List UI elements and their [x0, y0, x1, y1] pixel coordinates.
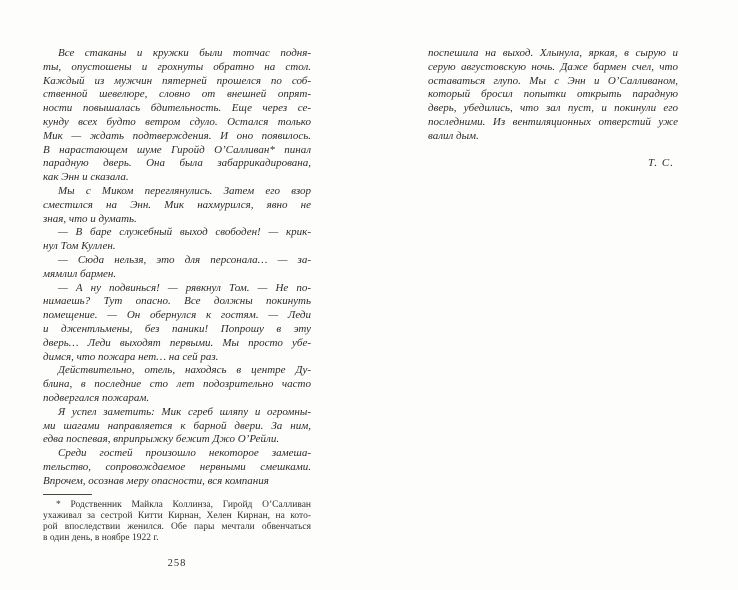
text-line: в один день, в ноябре 1922 г.: [43, 533, 159, 544]
paragraph: [43, 254, 311, 282]
text-line: Все стаканы и кружки были тотчас подня-: [58, 47, 311, 59]
text-line: едва поспевая, вприпрыжку бежит Джо О’Рейли.: [43, 433, 280, 446]
left-column-text: [43, 47, 311, 489]
text-line: Каждый из мужчин пятерней прошелся по соб-: [43, 74, 311, 87]
text-line: как Энн и сказала.: [43, 171, 129, 184]
text-line: мямлил бармен.: [43, 267, 117, 280]
paragraph: [43, 500, 311, 545]
footnote: [43, 500, 311, 545]
page-number: 258: [167, 557, 187, 569]
right-column: [428, 47, 678, 170]
text-line: нул Том Куллен.: [43, 240, 116, 253]
text-line: ухаживал за сестрой Китти Кирнан, Хелен Кирнан, на кото-: [43, 510, 311, 521]
text-line: Мы с Миком переглянулись. Затем его взор: [58, 184, 311, 197]
text-line: ности повышалась бдительность. Еще через се-: [43, 102, 311, 115]
text-line: — А ну подвинься! — рявкнул Том. — Не по-: [58, 281, 311, 294]
text-line: поспешила на выход. Хлынула, яркая, в сырую и: [428, 47, 678, 59]
text-line: тельство, сопровождаемое нервными смешками.: [43, 460, 311, 473]
paragraph: [43, 406, 311, 447]
text-line: ты, опустошены и грохнуты обратно на стол.: [43, 60, 311, 73]
text-line: димся, что пожара нет… на сей раз.: [43, 350, 219, 363]
text-line: В нарастающем шуме Гиройд О’Салливан* пинал: [43, 143, 311, 156]
paragraph: [43, 226, 311, 254]
text-line: последними. Из вентиляционных отверстий уже: [428, 115, 678, 128]
text-line: Среди гостей произошло некоторое замеша-: [58, 447, 311, 460]
footnote-divider: [43, 494, 92, 495]
text-line: серую августовскую ночь. Даже бармен счел, что: [428, 60, 678, 73]
paragraph: [43, 282, 311, 365]
text-line: ми шагами направляется к барной двери. За ним,: [43, 419, 311, 432]
right-column-text: [428, 47, 678, 144]
text-line: нимаешь? Тут опасно. Все должны покинуть: [43, 295, 311, 308]
text-line: Действительно, отель, находясь в центре Ду-: [58, 364, 311, 377]
paragraph: [43, 364, 311, 405]
left-column: [43, 47, 311, 570]
text-line: * Родственник Майкла Коллинза, Гиройд О’Салливан: [56, 499, 311, 510]
text-line: рой впоследствии женился. Обе пары мечтали обвенчаться: [43, 522, 311, 533]
text-line: оставаться глупо. Мы с Энн и О’Салливаном,: [428, 74, 678, 87]
text-line: кунду всех будто ветром сдуло. Остался только: [43, 115, 311, 128]
text-line: Я успел заметить: Мик сгреб шляпу и огромны-: [58, 405, 311, 418]
text-line: и джентльмены, без паники! Попрошу в эту: [43, 322, 311, 335]
text-line: дверь… Леди выходят первыми. Мы просто убе-: [43, 336, 311, 349]
paragraph: [43, 447, 311, 488]
paragraph: [428, 47, 678, 144]
text-line: Мик — ждать подтверждения. И оно появилось.: [43, 129, 311, 142]
text-line: — В баре служебный выход свободен! — крик-: [58, 226, 311, 239]
author-initials: Т. С.: [647, 156, 674, 169]
text-line: подвергался пожарам.: [43, 391, 150, 404]
text-line: блина, в последние сто лет подозрительно часто: [43, 378, 311, 391]
text-line: который бросил попытки открыть парадную: [428, 88, 678, 101]
text-line: помещение. — Он обернулся к гостям. — Леди: [43, 309, 311, 322]
text-line: — Сюда нельзя, это для персонала… — за-: [58, 253, 311, 266]
text-line: Впрочем, осознав меру опасности, вся компания: [43, 474, 269, 487]
text-line: валил дым.: [428, 129, 479, 142]
text-line: ственной шевелюре, словно от внешней опрят-: [43, 88, 311, 101]
paragraph: [43, 47, 311, 185]
text-line: дверь, убедились, что зал пуст, и покинули его: [428, 102, 678, 115]
text-line: парадную дверь. Она была забаррикадирована,: [43, 157, 311, 170]
text-line: зная, что и думать.: [43, 212, 137, 225]
text-line: сместился на Энн. Мик нахмурился, явно не: [43, 198, 311, 211]
paragraph: [43, 185, 311, 226]
